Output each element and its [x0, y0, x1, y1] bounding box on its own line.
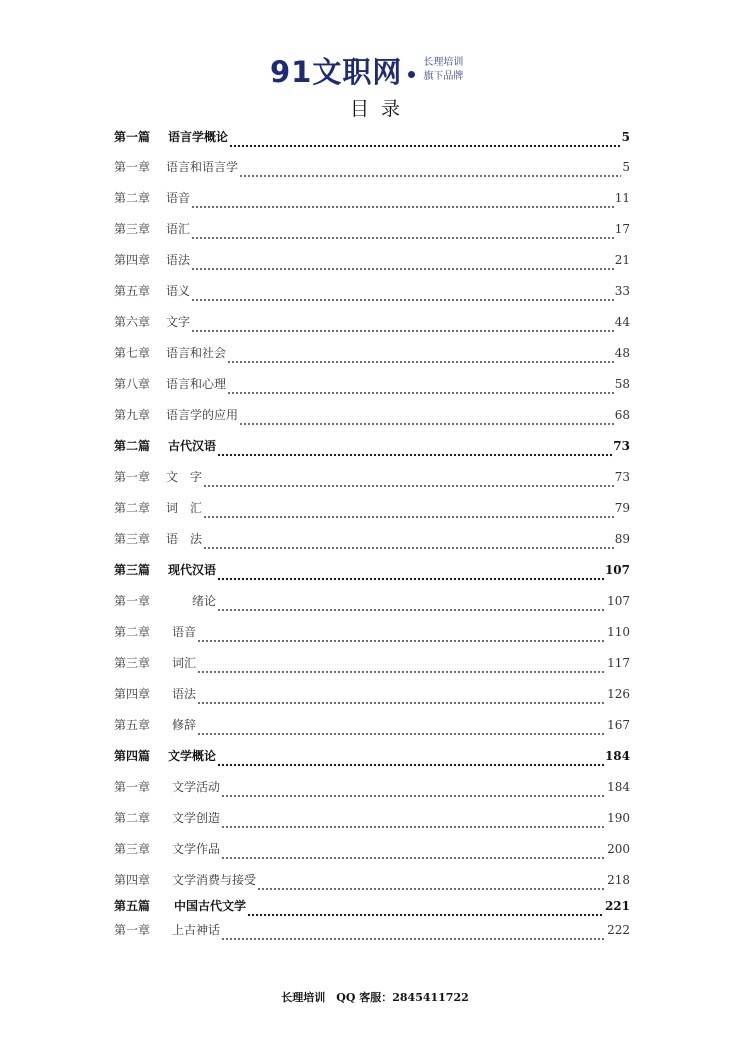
toc-entry-title: 绪论 — [192, 594, 217, 608]
toc-entry-title: 语汇 — [166, 222, 191, 236]
toc-entry-title: 语音 — [172, 625, 197, 639]
toc-page-number: 33 — [614, 284, 630, 298]
toc-dot-leader — [257, 885, 606, 891]
toc-page-number: 48 — [614, 346, 630, 360]
toc-dot-leader — [191, 203, 614, 209]
toc-chapter-number: 第三章 — [114, 532, 151, 546]
toc-chapter-number: 第二章 — [114, 191, 151, 205]
toc-dot-leader — [191, 234, 614, 240]
toc-chapter-number: 第四章 — [114, 687, 151, 701]
toc-chapter-number: 第一章 — [114, 780, 151, 794]
toc-part-entry — [114, 747, 630, 767]
toc-chapter-entry — [114, 840, 630, 860]
logo-subtitle-line1: 长理培训 — [423, 57, 464, 68]
toc-entry-title: 文 字 — [166, 470, 203, 484]
toc-chapter-entry — [114, 158, 630, 178]
toc-chapter-number: 第一章 — [114, 923, 151, 937]
toc-chapter-number: 第二章 — [114, 811, 151, 825]
logo-subtitle-line2: 旗下品牌 — [423, 71, 464, 82]
toc-chapter-number: 第五篇 — [114, 899, 151, 913]
toc-dot-leader — [217, 451, 612, 457]
toc-chapter-entry — [114, 778, 630, 798]
toc-page-number: 89 — [614, 532, 630, 546]
toc-entry-title: 语法 — [172, 687, 197, 701]
toc-entry-title: 语法 — [166, 253, 191, 267]
toc-entry-title: 语言和社会 — [166, 346, 227, 360]
brand-logo — [270, 50, 463, 90]
toc-entry-title: 语言学的应用 — [166, 408, 239, 422]
toc-page-number: 44 — [614, 315, 630, 329]
logo-dot-icon — [408, 71, 415, 78]
toc-entry-title: 文学作品 — [172, 842, 221, 856]
toc-chapter-entry — [114, 189, 630, 209]
toc-dot-leader — [217, 606, 606, 612]
toc-part-entry — [114, 561, 630, 581]
toc-chapter-entry — [114, 344, 630, 364]
toc-entry-title: 语言和语言学 — [166, 160, 239, 174]
toc-page-number: 218 — [607, 873, 630, 887]
toc-chapter-entry — [114, 406, 630, 426]
toc-entry-title: 上古神话 — [172, 923, 221, 937]
toc-chapter-number: 第九章 — [114, 408, 151, 422]
toc-chapter-entry — [114, 592, 630, 612]
toc-chapter-number: 第五章 — [114, 284, 151, 298]
toc-chapter-number: 第四章 — [114, 253, 151, 267]
toc-chapter-entry — [114, 499, 630, 519]
toc-page-number: 11 — [614, 191, 630, 205]
toc-page-number: 17 — [614, 222, 630, 236]
toc-page-number: 190 — [607, 811, 630, 825]
toc-chapter-number: 第一章 — [114, 160, 151, 174]
toc-dot-leader — [221, 935, 606, 941]
toc-chapter-number: 第三章 — [114, 842, 151, 856]
toc-dot-leader — [197, 699, 606, 705]
toc-page-number: 200 — [607, 842, 630, 856]
toc-entry-title: 文学概论 — [168, 749, 217, 763]
toc-chapter-number: 第一章 — [114, 470, 151, 484]
toc-dot-leader — [197, 637, 606, 643]
toc-part-entry — [114, 128, 630, 148]
toc-entry-title: 词 汇 — [166, 501, 203, 515]
toc-chapter-entry — [114, 871, 630, 891]
toc-chapter-number: 第三篇 — [114, 563, 151, 577]
toc-entry-title: 文学活动 — [172, 780, 221, 794]
toc-page-number: 222 — [607, 923, 630, 937]
toc-page-number: 221 — [604, 899, 630, 913]
toc-page-number: 58 — [614, 377, 630, 391]
toc-chapter-entry — [114, 251, 630, 271]
logo-subtitle — [423, 56, 463, 84]
toc-chapter-number: 第三章 — [114, 222, 151, 236]
toc-dot-leader — [221, 854, 606, 860]
toc-chapter-entry — [114, 468, 630, 488]
toc-page-number: 117 — [607, 656, 630, 670]
toc-dot-leader — [191, 296, 614, 302]
toc-entry-title: 古代汉语 — [168, 439, 217, 453]
toc-entry-title: 文学创造 — [172, 811, 221, 825]
toc-dot-leader — [247, 911, 604, 917]
toc-dot-leader — [197, 730, 606, 736]
toc-chapter-entry — [114, 809, 630, 829]
toc-dot-leader — [197, 668, 606, 674]
toc-chapter-number: 第二篇 — [114, 439, 151, 453]
toc-page-number: 21 — [614, 253, 630, 267]
toc-entry-title: 语 法 — [166, 532, 203, 546]
toc-chapter-entry — [114, 313, 630, 333]
toc-entry-title: 文字 — [166, 315, 191, 329]
toc-dot-leader — [221, 792, 606, 798]
toc-dot-leader — [203, 513, 614, 519]
toc-chapter-number: 第一章 — [114, 594, 151, 608]
toc-page-number: 107 — [607, 594, 630, 608]
toc-entry-title: 中国古代文学 — [174, 899, 247, 913]
toc-chapter-number: 第四章 — [114, 873, 151, 887]
toc-dot-leader — [191, 265, 614, 271]
toc-entry-title: 语音 — [166, 191, 191, 205]
toc-chapter-number: 第二章 — [114, 501, 151, 515]
toc-page-number: 107 — [604, 563, 630, 577]
toc-chapter-number: 第八章 — [114, 377, 151, 391]
toc-entry-title: 文学消费与接受 — [172, 873, 257, 887]
toc-dot-leader — [203, 544, 614, 550]
toc-chapter-entry — [114, 921, 630, 941]
toc-page-number: 79 — [614, 501, 630, 515]
toc-chapter-number: 第六章 — [114, 315, 151, 329]
toc-dot-leader — [191, 327, 614, 333]
toc-dot-leader — [217, 761, 604, 767]
footer-contact: 长理培训 QQ 客服：2845411722 — [281, 991, 469, 1004]
toc-chapter-entry — [114, 282, 630, 302]
toc-page-number: 73 — [613, 439, 630, 453]
logo-brand-text: 91文职网 — [270, 54, 403, 89]
page-title: 目录 — [349, 98, 412, 120]
toc-dot-leader — [239, 420, 614, 426]
toc-page-number: 126 — [607, 687, 630, 701]
toc-chapter-entry — [114, 530, 630, 550]
toc-page-number: 167 — [607, 718, 630, 732]
toc-entry-title: 修辞 — [172, 718, 197, 732]
toc-dot-leader — [229, 142, 621, 148]
toc-dot-leader — [217, 575, 604, 581]
toc-entry-title: 词汇 — [172, 656, 197, 670]
toc-chapter-number: 第三章 — [114, 656, 151, 670]
toc-chapter-entry — [114, 375, 630, 395]
toc-page-number: 5 — [621, 130, 630, 144]
toc-page-number: 68 — [614, 408, 630, 422]
toc-chapter-number: 第二章 — [114, 625, 151, 639]
toc-chapter-number: 第四篇 — [114, 749, 151, 763]
toc-chapter-entry — [114, 654, 630, 674]
toc-page-number: 184 — [604, 749, 630, 763]
toc-chapter-number: 第五章 — [114, 718, 151, 732]
toc-dot-leader — [239, 172, 621, 178]
toc-page-number: 5 — [622, 160, 630, 174]
toc-chapter-entry — [114, 220, 630, 240]
toc-page-number: 110 — [607, 625, 630, 639]
toc-entry-title: 现代汉语 — [168, 563, 217, 577]
toc-entry-title: 语言和心理 — [166, 377, 227, 391]
toc-dot-leader — [221, 823, 606, 829]
toc-part-entry — [114, 897, 630, 917]
toc-dot-leader — [203, 482, 614, 488]
toc-dot-leader — [227, 389, 614, 395]
toc-entry-title: 语言学概论 — [168, 130, 229, 144]
toc-chapter-entry — [114, 623, 630, 643]
toc-chapter-number: 第七章 — [114, 346, 151, 360]
toc-page-number: 73 — [614, 470, 630, 484]
toc-chapter-number: 第一篇 — [114, 130, 151, 144]
toc-chapter-entry — [114, 685, 630, 705]
toc-chapter-entry — [114, 716, 630, 736]
toc-entry-title: 语义 — [166, 284, 191, 298]
toc-part-entry — [114, 437, 630, 457]
toc-dot-leader — [227, 358, 614, 364]
toc-page-number: 184 — [607, 780, 630, 794]
